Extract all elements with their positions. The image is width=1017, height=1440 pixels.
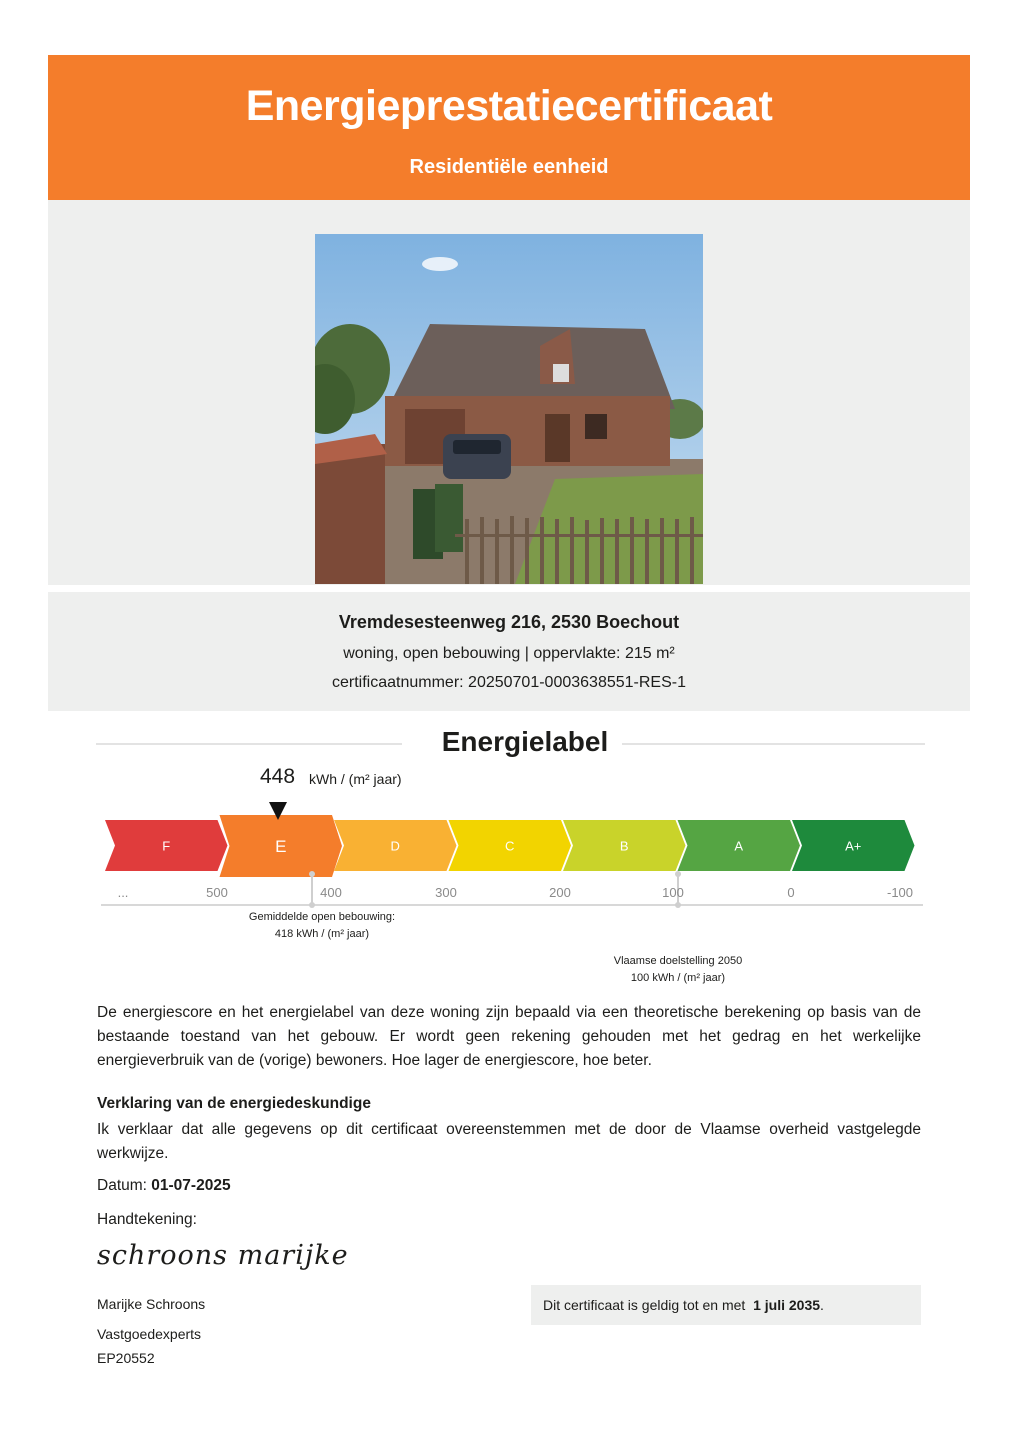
label-text-d: D bbox=[390, 838, 400, 854]
energy-score-unit: kWh / (m² jaar) bbox=[309, 771, 402, 787]
expert-id: EP20552 bbox=[97, 1350, 155, 1366]
average-marker-dot bbox=[309, 871, 315, 877]
average-note-line1: Gemiddelde open bebouwing: bbox=[248, 911, 396, 923]
scale-tick-label: 300 bbox=[435, 885, 457, 900]
average-note-line2: 418 kWh / (m² jaar) bbox=[274, 928, 370, 940]
goal-marker-dot bbox=[675, 871, 681, 877]
expert-name: Marijke Schroons bbox=[97, 1296, 206, 1312]
explanation-paragraph: De energiescore en het energielabel van deze woning zijn bepaald via een theoretische berekening op basis van de bestaande toestand van het gebouw. Er wordt geen rekening gehouden met het gedrag en het werkelijke energieverbruik van de (vorige) bewoners. Hoe lager de energiescore, hoe beter. bbox=[97, 1004, 921, 1069]
goal-note-line2: 100 kWh / (m² jaar) bbox=[630, 972, 726, 984]
validity-box bbox=[531, 1285, 921, 1325]
label-text-c: C bbox=[505, 838, 515, 854]
validity-date: 1 juli 2035 bbox=[753, 1297, 821, 1313]
goal-note bbox=[598, 953, 758, 987]
validity-suffix: . bbox=[820, 1297, 824, 1313]
scale-tick-label: 500 bbox=[206, 885, 228, 900]
average-marker-dot-bottom bbox=[309, 902, 315, 908]
label-text-e: E bbox=[275, 837, 287, 856]
expert-company: Vastgoedexperts bbox=[97, 1326, 202, 1342]
validity-prefix: Dit certificaat is geldig tot en met bbox=[543, 1297, 746, 1313]
average-note bbox=[232, 909, 412, 943]
goal-marker-dot-bottom bbox=[675, 902, 681, 908]
scale-tick-label: 100 bbox=[662, 885, 684, 900]
date-line bbox=[97, 1177, 231, 1195]
property-address: Vremdesesteenweg 216, 2530 Boechout bbox=[338, 612, 680, 632]
property-description: woning, open bebouwing | oppervlakte: 215 m² bbox=[343, 645, 675, 662]
scale-tick-label: 200 bbox=[549, 885, 571, 900]
page-title: Energieprestatiecertificaat bbox=[245, 82, 773, 130]
date-value: 01-07-2025 bbox=[151, 1177, 231, 1194]
signature: schroons marijke bbox=[97, 1240, 349, 1271]
scale-tick-label: ... bbox=[117, 885, 129, 900]
goal-note-line1: Vlaamse doelstelling 2050 bbox=[613, 955, 743, 967]
declaration-heading: Verklaring van de energiedeskundige bbox=[97, 1095, 371, 1112]
declaration-paragraph: Ik verklaar dat alle gegevens op dit certificaat overeenstemmen met de door de Vlaamse overheid vastgelegde werkwijze. bbox=[97, 1121, 921, 1162]
scale-tick-label: -100 bbox=[886, 885, 914, 900]
scale-tick-label: 0 bbox=[787, 885, 795, 900]
label-text-a: A bbox=[734, 838, 744, 854]
certificate-number: certificaatnummer: 20250701-0003638551-RES-1 bbox=[332, 674, 686, 691]
date-label: Datum: bbox=[97, 1177, 147, 1194]
page-subtitle: Residentiële eenheid bbox=[409, 156, 609, 178]
scale-tick-label: 400 bbox=[320, 885, 342, 900]
energy-score-value: 448 bbox=[260, 765, 296, 788]
energielabel-heading: Energielabel bbox=[441, 726, 609, 757]
label-text-aplus: A+ bbox=[845, 838, 862, 854]
label-text-b: B bbox=[619, 838, 629, 854]
signature-label: Handtekening: bbox=[97, 1211, 197, 1228]
label-text-f: F bbox=[162, 838, 171, 854]
